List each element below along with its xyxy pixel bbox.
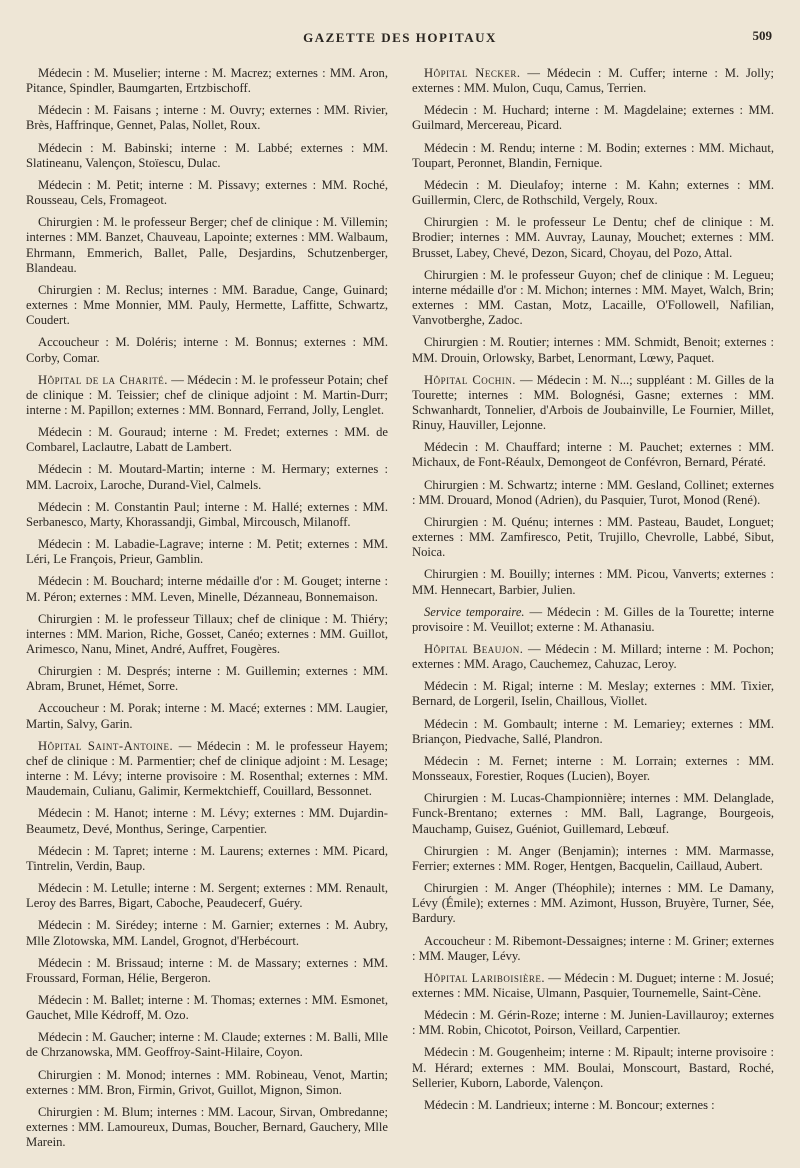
paragraph-text: Médecin : M. Dieulafoy; interne : M. Kahn; externes : MM. Guillermin, Clerc, de Rothschild, Vergely, Roux.: [412, 177, 774, 208]
paragraph-text: Chirurgien : M. le professeur Le Dentu; chef de clinique : M. Brodier; internes : MM. Auvray, Launay, Mouchet; externes : MM. Brusset, Labey, Chevé, Dezon, Sicard, Choyau, del Pozo, Attal.: [412, 215, 774, 260]
service-paragraph: [26, 462, 388, 492]
paragraph-text: Accoucheur : M. Ribemont-Dessaignes; interne : M. Griner; externes : MM. Mauger, Lévy.: [412, 933, 774, 963]
service-paragraph: [412, 373, 774, 434]
paragraph-text: Médecin : M. Tapret; interne : M. Laurens; externes : MM. Picard, Tintrelin, Verdin, Baup.: [26, 843, 388, 873]
service-paragraph: [412, 934, 774, 964]
service-paragraph: [26, 844, 388, 874]
service-paragraph: [412, 679, 774, 709]
service-paragraph: [412, 754, 774, 784]
paragraph-text: Médecin : M. Constantin Paul; interne : M. Hallé; externes : MM. Serbanesco, Marty, Khorassandji, Gimbal, Mircousch, Milanoff.: [26, 499, 388, 529]
hospital-name: Hôpital Saint-Antoine.: [38, 738, 174, 753]
paragraph-text: — Médecin : M. Millard; interne : M. Pochon; externes : MM. Arago, Cauchemez, Cahuzac, Leroy.: [412, 642, 774, 672]
paragraph-text: Chirurgien : M. Després; interne : M. Guillemin; externes : MM. Abram, Brunet, Hémet, Sorre.: [26, 664, 388, 694]
service-paragraph: [26, 664, 388, 694]
paragraph-text: Médecin : M. Moutard-Martin; interne : M. Hermary; externes : MM. Lacroix, Laroche, Durand-Viel, Calmels.: [26, 462, 388, 492]
paragraph-text: Médecin : M. Letulle; interne : M. Sergent; externes : MM. Renault, Leroy des Barres, Bigart, Caboche, Peaudecerf, Guéry.: [26, 881, 388, 911]
service-paragraph: [26, 806, 388, 836]
service-paragraph: [412, 567, 774, 597]
service-paragraph: [26, 612, 388, 657]
right-column: [412, 66, 774, 1157]
paragraph-text: — Médecin : M. N...; suppléant : M. Gilles de la Tourette; internes : MM. Bolognési, Gasne; externes : MM. Schwanhardt, Tonnelier, d'Arbois de Joubainville, Le Fournier, Millet, Rinuy, Hauviller, Lejonne.: [412, 372, 774, 433]
service-paragraph: [26, 701, 388, 731]
service-paragraph: [26, 103, 388, 133]
hospital-name: Hôpital Lariboisière.: [424, 970, 546, 985]
paragraph-text: Chirurgien : M. le professeur Tillaux; chef de clinique : M. Thiéry; internes : MM. Marion, Riche, Gosset, Canéo; externes : MM. Guillot, Arimesco, Nanu, Minet, André, Auffret, Fougères.: [26, 611, 388, 656]
paragraph-text: Chirurgien : M. Routier; internes : MM. Schmidt, Benoit; externes : MM. Drouin, Orlowsky, Barbet, Lenormant, Lœwy, Paquet.: [412, 335, 774, 365]
service-paragraph: [26, 537, 388, 567]
service-paragraph: [26, 141, 388, 171]
paragraph-text: Médecin : M. Labadie-Lagrave; interne : M. Petit; externes : MM. Léri, Le François, Prieur, Gamblin.: [26, 537, 388, 567]
paragraph-text: Médecin : M. Babinski; interne : M. Labbé; externes : MM. Slatineanu, Valençon, Stoïescu, Dulac.: [26, 140, 388, 170]
service-paragraph: [26, 881, 388, 911]
paragraph-text: Médecin : M. Bouchard; interne médaille d'or : M. Gouget; interne : M. Péron; externes : MM. Leven, Minelle, Dézanneau, Bonnemaison.: [26, 574, 388, 604]
paragraph-text: Médecin : M. Rigal; interne : M. Meslay; externes : MM. Tixier, Bernard, de Lorgeril, Iselin, Chaillous, Viollet.: [412, 679, 774, 709]
paragraph-text: — Médecin : M. Duguet; interne : M. Josué; externes : MM. Nicaise, Ulmann, Pasquier, Tournemelle, Saint-Cène.: [412, 970, 774, 1000]
service-paragraph: [412, 215, 774, 260]
paragraph-text: Médecin : M. Sirédey; interne : M. Garnier; externes : M. Aubry, Mlle Zlotowska, MM. Landel, Grognot, d'Herbécourt.: [26, 918, 388, 948]
paragraph-text: — Médecin : M. le professeur Hayem; chef de clinique : M. Parmentier; chef de clinique adjoint : M. Lesage; interne : M. Lévy; interne provisoire : M. Rosenthal; externes : MM. Maudemain, Culianu, Galimir, Kermektchieff, Couillard, Bessonnet.: [26, 738, 388, 799]
paragraph-text: Médecin : M. Rendu; interne : M. Bodin; externes : MM. Michaut, Toupart, Peronnet, Blandin, Fernique.: [412, 140, 774, 170]
service-paragraph: [412, 1045, 774, 1090]
paragraph-text: Chirurgien : M. Quénu; internes : MM. Pasteau, Baudet, Longuet; externes : MM. Zamfiresco, Petit, Trujillo, Chevrolle, Labbé, Sibut, Noica.: [412, 514, 774, 560]
paragraph-text: Médecin : M. Chauffard; interne : M. Pauchet; externes : MM. Michaux, de Font-Réaulx, Demongeot de Confévron, Bernard, Pératé.: [412, 440, 774, 470]
paragraph-text: Chirurgien : M. Reclus; internes : MM. Baradue, Cange, Guinard; externes : Mme Monnier, MM. Pauly, Hermette, Laffitte, Schwartz, Coudert.: [26, 282, 388, 328]
service-paragraph: [26, 1105, 388, 1150]
hospital-name: Hôpital Necker.: [424, 66, 521, 80]
paragraph-text: Chirurgien : M. le professeur Berger; chef de clinique : M. Villemin; internes : MM. Banzet, Chauveau, Lapointe; externes : MM. Walbaum, Ehrmann, Emmerich, Ballet, Palle, Desjardins, Schutzenberger, Blandeau.: [26, 215, 388, 275]
service-paragraph: [412, 717, 774, 747]
service-paragraph: [26, 178, 388, 208]
service-paragraph: [412, 103, 774, 133]
service-paragraph: [412, 178, 774, 208]
service-paragraph: [26, 1030, 388, 1060]
service-paragraph: [412, 791, 774, 836]
page-title: GAZETTE DES HOPITAUX: [303, 30, 497, 45]
service-paragraph: [412, 268, 774, 329]
service-paragraph: [412, 1008, 774, 1038]
hospital-name: Hôpital de la Charité.: [38, 372, 168, 387]
paragraph-text: — Médecin : M. Cuffer; interne : M. Jolly; externes : MM. Mulon, Cuqu, Camus, Terrien.: [412, 66, 774, 96]
paragraph-text: Chirurgien : M. Anger (Théophile); internes : MM. Le Damany, Lévy (Émile); externes : MM. Azimont, Husson, Bruyère, Turner, Sée, Bardury.: [412, 881, 774, 926]
hospital-name: Hôpital Beaujon.: [424, 642, 524, 656]
service-paragraph: [412, 141, 774, 171]
paragraph-text: Médecin : M. Ballet; interne : M. Thomas; externes : MM. Esmonet, Gauchet, Mlle Kédroff, M. Ozo.: [26, 992, 388, 1023]
left-column: [26, 66, 388, 1157]
service-paragraph: [412, 440, 774, 470]
service-paragraph: [26, 500, 388, 530]
paragraph-text: Chirurgien : M. Lucas-Championnière; internes : MM. Delanglade, Funck-Brentano; externes : MM. Ball, Lagrange, Bourgeois, Mauchamp, Guisez, Guéniot, Guillemard, Lebœuf.: [412, 791, 774, 836]
service-paragraph: [412, 881, 774, 926]
paragraph-text: Médecin : M. Hanot; interne : M. Lévy; externes : MM. Dujardin-Beaumetz, Devé, Monthus, Seringe, Carpentier.: [26, 806, 388, 836]
paragraph-text: Accoucheur : M. Porak; interne : M. Macé; externes : MM. Laugier, Martin, Salvy, Garin.: [26, 701, 388, 731]
paragraph-text: Médecin : M. Petit; interne : M. Pissavy; externes : MM. Roché, Rousseau, Cels, Fromageot.: [26, 177, 388, 208]
paragraph-text: Médecin : M. Gouraud; interne : M. Fredet; externes : MM. de Combarel, Laclautre, Labatt de Lambert.: [26, 425, 388, 455]
paragraph-text: Chirurgien : M. Monod; internes : MM. Robineau, Venot, Martin; externes : MM. Bron, Firmin, Grivot, Guillot, Mignon, Simon.: [26, 1067, 388, 1097]
service-paragraph: [412, 844, 774, 874]
page-header: [0, 20, 800, 50]
paragraph-text: Médecin : M. Fernet; interne : M. Lorrain; externes : MM. Monsseaux, Forestier, Roques (Lucien), Boyer.: [412, 753, 774, 784]
service-paragraph: [412, 642, 774, 672]
hospital-name: Hôpital Cochin.: [424, 372, 516, 387]
paragraph-text: Chirurgien : M. Anger (Benjamin); internes : MM. Marmasse, Ferrier; externes : MM. Roger, Hentgen, Bacquelin, Caillaud, Aubert.: [412, 843, 774, 873]
paragraph-text: Médecin : M. Faisans ; interne : M. Ouvry; externes : MM. Rivier, Brès, Haffrinque, Gennet, Palas, Nollet, Roux.: [26, 103, 388, 133]
paragraph-text: Chirurgien : M. Schwartz; interne : MM. Gesland, Collinet; externes : MM. Drouard, Monod (Adrien), du Pasquier, Turot, Monod (René).: [412, 477, 774, 507]
paragraph-text: — Médecin : M. le professeur Potain; chef de clinique : M. Teissier; chef de clinique adjoint : M. Martin-Durr; interne : M. Papillon; externes : MM. Bonnard, Ferrand, Jolly, Lenglet.: [26, 372, 388, 417]
page-number: 509: [752, 28, 772, 43]
paragraph-text: Médecin : M. Brissaud; interne : M. de Massary; externes : MM. Froussard, Forman, Hélie, Bergeron.: [26, 955, 388, 985]
service-paragraph: [412, 478, 774, 508]
service-paragraph: [412, 1098, 774, 1113]
service-paragraph: [26, 739, 388, 800]
service-paragraph: [412, 971, 774, 1001]
paragraph-text: Médecin : M. Muselier; interne : M. Macrez; externes : MM. Aron, Pitance, Spindler, Baumgarten, Ertzbischoff.: [26, 66, 388, 96]
paragraph-text: Médecin : M. Gaucher; interne : M. Claude; externes : M. Balli, Mlle de Chrzanowska, MM. Geoffroy-Saint-Hilaire, Coyon.: [26, 1030, 388, 1060]
text-columns: [26, 66, 774, 1157]
service-name: Service temporaire.: [424, 604, 525, 619]
service-paragraph: [26, 993, 388, 1023]
paragraph-text: Chirurgien : M. le professeur Guyon; chef de clinique : M. Legueu; interne médaille d'or : M. Michon; internes : MM. Mayet, Walch, Brin; externes : MM. Castan, Motz, Lacaille, O'Followell, Nafilian, Vanvotberghe, Zadoc.: [412, 267, 774, 328]
service-paragraph: [26, 425, 388, 455]
service-paragraph: [26, 335, 388, 365]
paragraph-text: Médecin : M. Gombault; interne : M. Lemariey; externes : MM. Briançon, Piedvache, Sallé, Plandron.: [412, 716, 774, 746]
service-paragraph: [26, 373, 388, 418]
service-paragraph: [26, 66, 388, 96]
service-paragraph: [26, 574, 388, 604]
service-paragraph: [412, 66, 774, 96]
service-paragraph: [26, 283, 388, 328]
paragraph-text: Médecin : M. Gougenheim; interne : M. Ripault; interne provisoire : M. Hérard; externes : MM. Boulai, Monscourt, Bastard, Roché, Sellerier, Kuborn, Laborde, Valençon.: [412, 1045, 774, 1090]
service-paragraph: [26, 956, 388, 986]
paragraph-text: Médecin : M. Gérin-Roze; interne : M. Junien-Lavillauroy; externes : MM. Robin, Chicotot, Poirson, Veillard, Carpentier.: [412, 1008, 774, 1038]
paragraph-text: Médecin : M. Huchard; interne : M. Magdelaine; externes : MM. Guilmard, Mercereau, Picard.: [412, 103, 774, 133]
service-paragraph: [412, 515, 774, 560]
paragraph-text: Chirurgien : M. Bouilly; internes : MM. Picou, Vanverts; externes : MM. Hennecart, Barbier, Julien.: [412, 567, 774, 597]
paragraph-text: Médecin : M. Landrieux; interne : M. Boncour; externes :: [424, 1097, 715, 1112]
service-paragraph: [26, 1068, 388, 1098]
service-paragraph: [412, 335, 774, 365]
service-paragraph: [26, 215, 388, 276]
paragraph-text: — Médecin : M. Gilles de la Tourette; interne provisoire : M. Veuillot; externe : M. Athanasiu.: [412, 604, 774, 634]
service-paragraph: [26, 918, 388, 948]
paragraph-text: Accoucheur : M. Doléris; interne : M. Bonnus; externes : MM. Corby, Comar.: [26, 335, 388, 365]
paragraph-text: Chirurgien : M. Blum; internes : MM. Lacour, Sirvan, Ombredanne; externes : MM. Lamoureux, Dumas, Boucher, Bernard, Gauchery, Mlle Marein.: [26, 1104, 388, 1150]
service-paragraph: [412, 605, 774, 635]
